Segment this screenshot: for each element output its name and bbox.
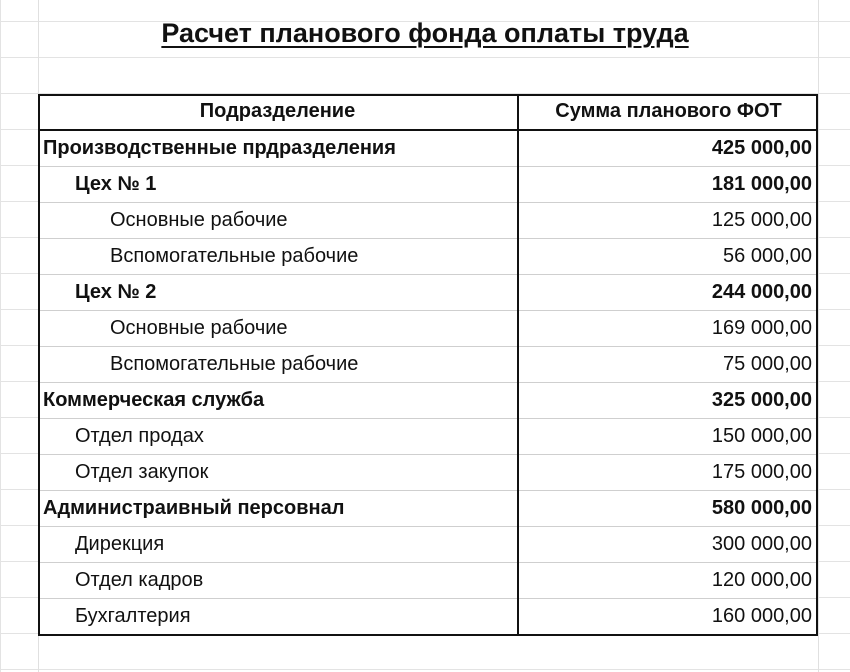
cell-amount[interactable]: 181 000,00: [518, 166, 818, 202]
table-header-row: [38, 94, 818, 130]
cell-department[interactable]: Вспомогательные рабочие: [38, 238, 518, 274]
cell-department[interactable]: Основные рабочие: [38, 310, 518, 346]
table-row: [38, 310, 818, 346]
table-row: [38, 598, 818, 634]
cell-department[interactable]: Отдел закупок: [38, 454, 518, 490]
cell-amount[interactable]: 160 000,00: [518, 598, 818, 634]
cell-department[interactable]: Бухгалтерия: [38, 598, 518, 634]
table-row: [38, 454, 818, 490]
cell-amount[interactable]: 75 000,00: [518, 346, 818, 382]
cell-amount[interactable]: 425 000,00: [518, 130, 818, 166]
table-row: [38, 490, 818, 526]
table-row: [38, 418, 818, 454]
cell-amount[interactable]: 244 000,00: [518, 274, 818, 310]
column-header-amount[interactable]: Сумма планового ФОТ: [518, 94, 818, 130]
table-row: [38, 562, 818, 598]
table-row: [38, 238, 818, 274]
cell-department[interactable]: Отдел продах: [38, 418, 518, 454]
cell-amount[interactable]: 175 000,00: [518, 454, 818, 490]
cell-department[interactable]: Администраивный персовнал: [38, 490, 518, 526]
cell-department[interactable]: Производственные прдразделения: [38, 130, 518, 166]
sheet-column-line: [818, 0, 819, 672]
column-header-department[interactable]: Подразделение: [38, 94, 518, 130]
cell-amount[interactable]: 120 000,00: [518, 562, 818, 598]
cell-department[interactable]: Цех № 1: [38, 166, 518, 202]
page-title: [0, 18, 850, 49]
cell-amount[interactable]: 56 000,00: [518, 238, 818, 274]
cell-department[interactable]: Дирекция: [38, 526, 518, 562]
cell-department[interactable]: Отдел кадров: [38, 562, 518, 598]
cell-amount[interactable]: 150 000,00: [518, 418, 818, 454]
cell-department[interactable]: Основные рабочие: [38, 202, 518, 238]
table-row: [38, 382, 818, 418]
cell-department[interactable]: Вспомогательные рабочие: [38, 346, 518, 382]
cell-amount[interactable]: 580 000,00: [518, 490, 818, 526]
cell-amount[interactable]: 125 000,00: [518, 202, 818, 238]
table-row: [38, 166, 818, 202]
table-row: [38, 526, 818, 562]
table-row: [38, 274, 818, 310]
table-row: [38, 202, 818, 238]
cell-department[interactable]: Коммерческая служба: [38, 382, 518, 418]
cell-amount[interactable]: 169 000,00: [518, 310, 818, 346]
cell-department[interactable]: Цех № 2: [38, 274, 518, 310]
table-row: [38, 346, 818, 382]
payroll-table: [38, 94, 818, 635]
cell-amount[interactable]: 300 000,00: [518, 526, 818, 562]
page-title-text: Расчет планового фонда оплаты труда: [161, 18, 689, 48]
cell-amount[interactable]: 325 000,00: [518, 382, 818, 418]
table-row: [38, 130, 818, 166]
